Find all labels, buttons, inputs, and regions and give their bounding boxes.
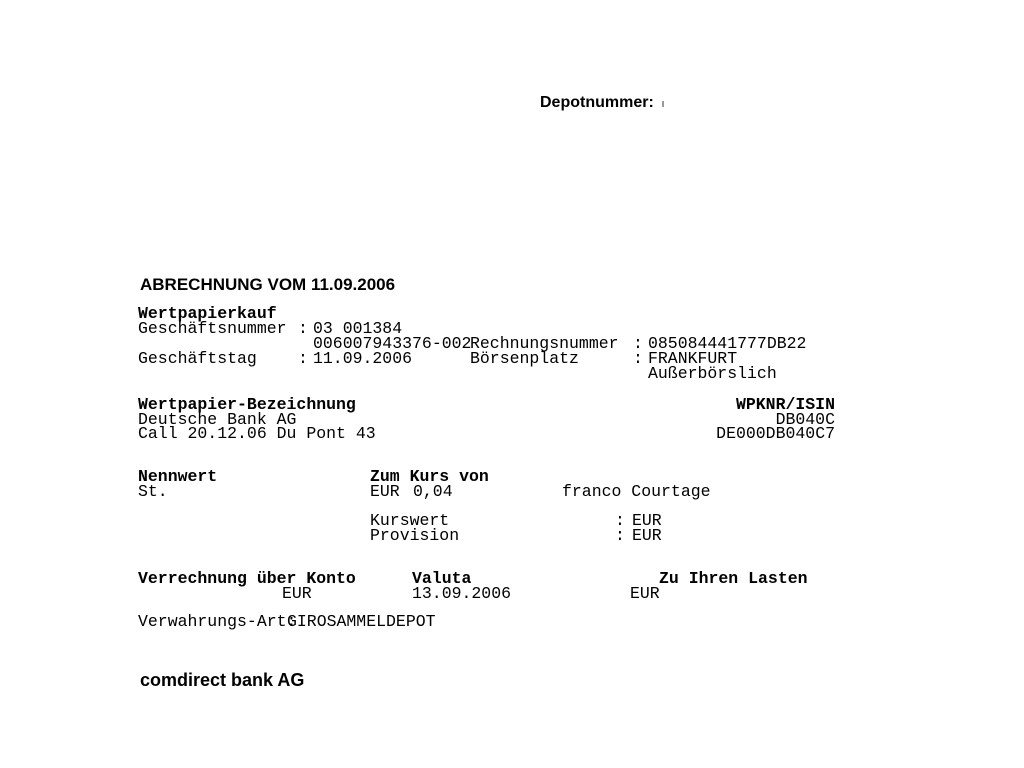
kurswert-currency: EUR <box>632 511 662 530</box>
verwahrungsart-label: Verwahrungs-Art: <box>138 612 297 631</box>
boersenplatz-value2: Außerbörslich <box>648 364 777 383</box>
konto-currency: EUR <box>282 584 312 603</box>
zu-ihren-lasten-label: Zu Ihren Lasten <box>659 569 808 588</box>
boersenplatz-value: FRANKFURT <box>648 349 738 368</box>
nennwert-value-row <box>0 484 1024 499</box>
verwahrungsart-value: GIROSAMMELDEPOT <box>287 612 436 631</box>
colon-separator: : <box>615 511 625 530</box>
wertpapier-bezeichnung-heading: Wertpapier-Bezeichnung <box>138 395 356 414</box>
geschaeftstag-row <box>0 351 1024 366</box>
nennwert-label: Nennwert <box>138 467 218 486</box>
verrechnung-value-row <box>0 586 1024 601</box>
kurs-value: 0,04 <box>413 482 453 501</box>
geschaeftstag-value: 11.09.2006 <box>313 349 413 368</box>
zum-kurs-von-label: Zum Kurs von <box>370 467 489 486</box>
wertpapierkauf-heading: Wertpapierkauf <box>138 304 277 323</box>
wpknr-isin-heading: WPKNR/ISIN <box>735 395 835 414</box>
rechnungsnummer-value: 085084441777DB22 <box>648 334 807 353</box>
security-name-line2: Call 20.12.06 Du Pont 43 <box>138 424 376 443</box>
provision-label: Provision <box>370 526 460 545</box>
lasten-currency: EUR <box>630 584 660 603</box>
rechnungsnummer-label: Rechnungsnummer <box>470 334 619 353</box>
geschaeftstag-label: Geschäftstag <box>138 349 257 368</box>
provision-currency: EUR <box>632 526 662 545</box>
boersenplatz-label: Börsenplatz <box>470 349 579 368</box>
security-name-row2 <box>0 426 1024 441</box>
geschaeftsnummer-label: Geschäftsnummer <box>138 319 287 338</box>
verwahrungsart-row <box>0 614 1024 629</box>
verrechnung-konto-label: Verrechnung über Konto <box>138 569 356 588</box>
valuta-label: Valuta <box>412 569 472 588</box>
depot-number-label: Depotnummer: <box>540 94 654 111</box>
colon-separator: : <box>615 526 625 545</box>
colon-separator: : <box>298 319 308 338</box>
kurswert-label: Kurswert <box>370 511 450 530</box>
document-title: ABRECHNUNG VOM 11.09.2006 <box>140 275 396 294</box>
colon-separator: : <box>298 349 308 368</box>
security-name-line1: Deutsche Bank AG <box>138 410 297 429</box>
isin-value: DE000DB040C7 <box>716 424 835 443</box>
valuta-value: 13.09.2006 <box>412 584 512 603</box>
wpknr-value: DB040C <box>775 410 835 429</box>
kurswert-row <box>0 513 1024 528</box>
kurs-currency: EUR <box>370 482 400 501</box>
boersenplatz-row2 <box>0 366 1024 381</box>
provision-row <box>0 528 1024 543</box>
colon-separator: : <box>633 334 643 353</box>
bank-name: comdirect bank AG <box>140 670 305 690</box>
verrechnung-heading-row <box>0 571 1024 586</box>
geschaeftsnummer-value: 03 001384 <box>313 319 403 338</box>
geschaeftsnummer-value2: 006007943376-002 <box>313 334 472 353</box>
depot-number-redacted-mark <box>662 101 664 107</box>
colon-separator: : <box>633 349 643 368</box>
nennwert-value: St. <box>138 482 168 501</box>
courtage-note: franco Courtage <box>562 482 711 501</box>
